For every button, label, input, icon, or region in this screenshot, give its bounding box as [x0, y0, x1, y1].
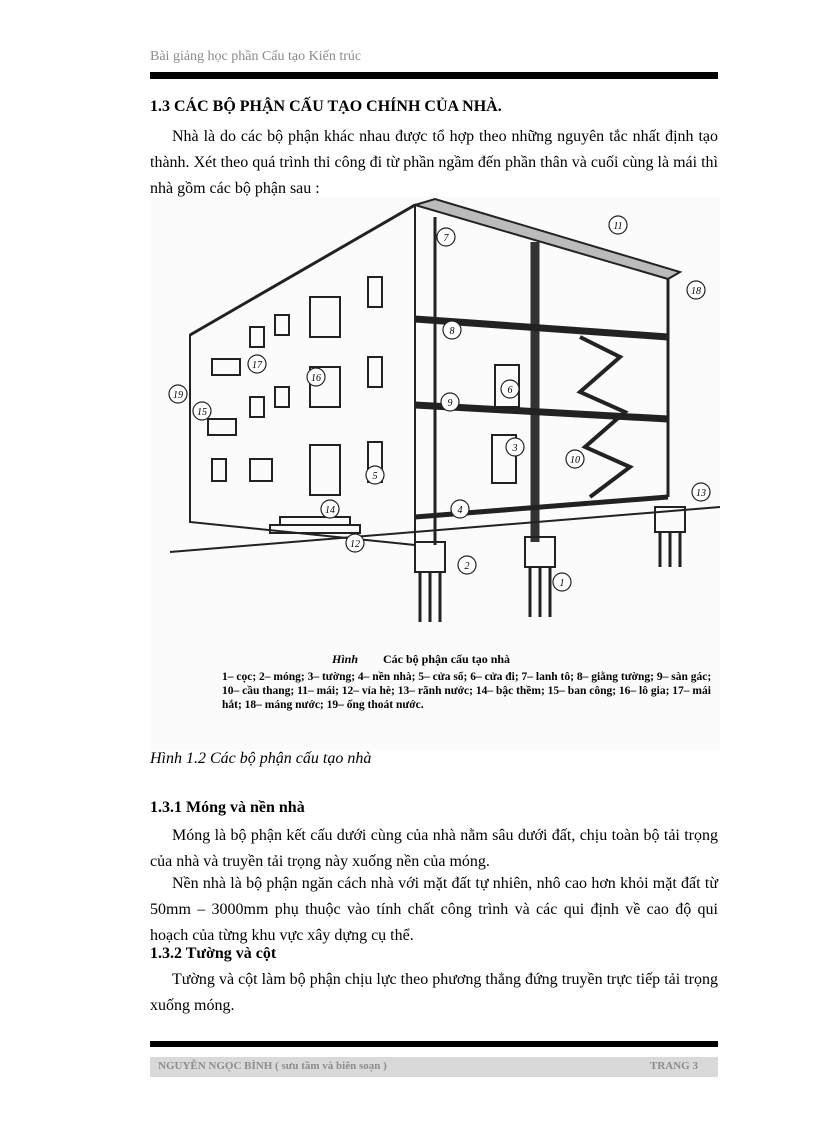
figure-inner-caption	[332, 652, 532, 667]
subsection-1-paragraph-1: Móng là bộ phận kết cấu dưới cùng của nhà nằm sâu dưới đất, chịu toàn bộ tải trọng của nhà và truyền tải trọng này xuống nền của móng.	[150, 827, 718, 870]
callout-15: 15	[197, 407, 207, 418]
footer-page-number: TRANG 3	[650, 1060, 698, 1072]
callout-7: 7	[443, 233, 449, 244]
running-header: Bài giảng học phần Cấu tạo Kiến trúc	[150, 49, 362, 64]
subsection-2-paragraph-1: Tường và cột làm bộ phận chịu lực theo phương thẳng đứng truyền trực tiếp tải trọng xuống móng.	[150, 971, 718, 1014]
callout-5: 5	[372, 471, 378, 482]
figure-caption: Hình 1.2 Các bộ phận cấu tạo nhà	[150, 750, 372, 767]
figure-inner-title: Các bộ phận cấu tạo nhà	[383, 652, 511, 666]
callout-12: 12	[350, 539, 360, 550]
callout-3: 3	[512, 443, 518, 454]
callout-9: 9	[447, 398, 453, 409]
section-title: 1.3 CÁC BỘ PHẬN CẤU TẠO CHÍNH CỦA NHÀ.	[150, 98, 502, 115]
callout-6: 6	[507, 385, 513, 396]
header-rule	[150, 72, 718, 79]
intro-paragraph: Nhà là do các bộ phận khác nhau được tổ hợp theo những nguyên tắc nhất định tạo thành. Xét theo quá trình thi công đi từ phần ngầm đến phần thân và cuối cùng là mái thì nhà gồm các bộ phận sau :	[150, 128, 718, 197]
callout-18: 18	[691, 286, 701, 297]
building-cutaway-figure	[150, 197, 720, 750]
footer-rule	[150, 1041, 718, 1047]
subsection-title-1: 1.3.1 Móng và nền nhà	[150, 799, 305, 816]
building-drawing	[150, 197, 720, 750]
callout-2: 2	[464, 561, 470, 572]
callout-4: 4	[457, 505, 463, 516]
callout-8: 8	[449, 326, 455, 337]
callout-1: 1	[559, 578, 565, 589]
callout-10: 10	[570, 455, 580, 466]
callout-14: 14	[325, 505, 335, 516]
subsection-title-2: 1.3.2 Tường và cột	[150, 945, 277, 962]
callout-16: 16	[311, 373, 321, 384]
subsection-1-paragraph-2: Nền nhà là bộ phận ngăn cách nhà với mặt đất tự nhiên, nhô cao hơn khỏi mặt đất từ 50mm – 3000mm phụ thuộc vào tính chất công trình và các qui định về cao độ qui hoạch của từng khu vực xây dựng cụ thể.	[150, 875, 718, 944]
figure-legend: 1– cọc; 2– móng; 3– tường; 4– nền nhà; 5– cửa sổ; 6– cửa đi; 7– lanh tô; 8– giằng tường; 9– sàn gác; 10– cầu thang; 11– mái; 12– vỉa hè; 13– rãnh nước; 14– bậc thềm; 15– ban công; 16– lô gia; 17– mái hắt; 18– máng nước; 19– ống thoát nước.	[222, 671, 712, 711]
footer-author: NGUYỄN NGỌC BÌNH ( sưu tầm và biên soạn )	[158, 1060, 387, 1072]
callout-19: 19	[173, 390, 183, 401]
callout-17: 17	[252, 360, 262, 371]
callout-13: 13	[696, 488, 706, 499]
callout-11: 11	[613, 221, 623, 232]
figure-inner-label: Hình	[332, 652, 359, 666]
